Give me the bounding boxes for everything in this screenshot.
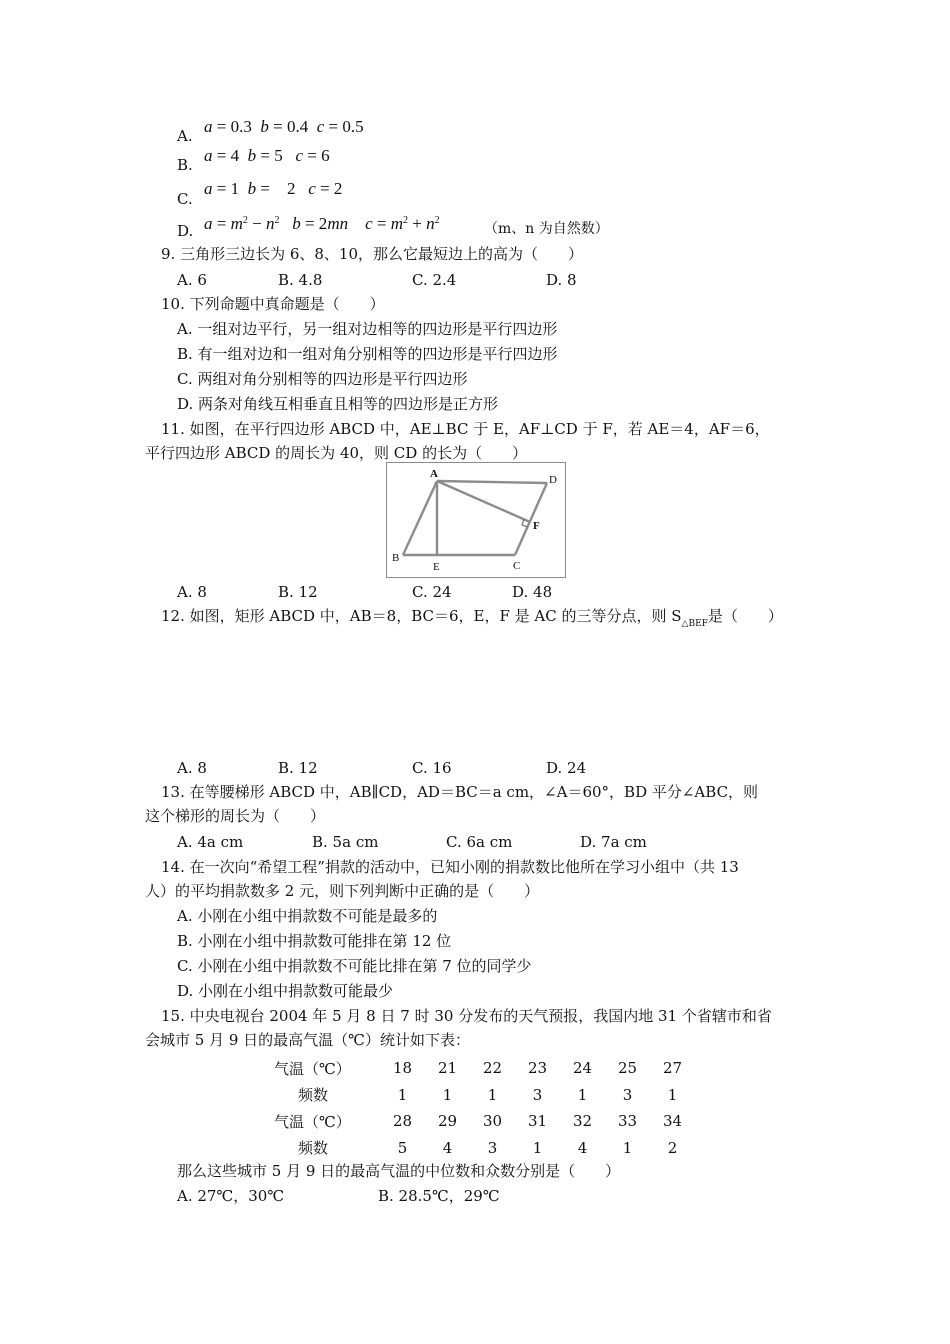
q8-option-b-formula: a = 4 b = 5 c = 6 [204,146,330,165]
q14-stem-line1: 14. 在一次向“希望工程”捐款的活动中，已知小刚的捐款数比他所在学习小组中（共 13 [161,858,739,876]
table-cell: 3 [622,1085,633,1104]
table-cell: 1 [532,1138,543,1157]
q14-option-d: D. 小刚在小组中捐款数可能最少 [177,982,394,1000]
table-row [268,1108,695,1135]
segment-dc [515,483,547,555]
q13-stem-line1: 13. 在等腰梯形 ABCD 中，AB∥CD，AD＝BC＝a cm，∠A＝60°，BD 平分∠ABC，则 [161,783,759,801]
q11-option-a: A. 8 [177,583,207,601]
table-cell: 33 [617,1112,638,1131]
table-cell: 5 [397,1138,408,1157]
table-cell: 2 [667,1138,678,1157]
q8-option-a-formula: a = 0.3 b = 0.4 c = 0.5 [204,117,364,136]
table-cell: 1 [577,1085,588,1104]
table-cell: 21 [437,1059,458,1078]
table-row [268,1055,695,1082]
q8-option-d-formula: $a = m^2 - n^2$ b = 2mn $c = m^2 + n^2$ [204,214,440,233]
q12-option-b: B. 12 [278,759,318,777]
table-cell: 28 [392,1112,413,1131]
label-f: F [533,520,540,532]
table-cell: 3 [487,1138,498,1157]
table-cell: 25 [617,1059,638,1078]
q15-stem-line1: 15. 中央电视台 2004 年 5 月 8 日 7 时 30 分发布的天气预报，我国内地 31 个省辖市和省 [161,1007,772,1025]
table-cell: 27 [662,1059,683,1078]
q9-option-b: B. 4.8 [278,271,323,289]
q10-option-a: A. 一组对边平行，另一组对边相等的四边形是平行四边形 [177,320,558,338]
q15-option-b: B. 28.5℃，29℃ [378,1187,500,1205]
q9-option-d: D. 8 [546,271,577,289]
q9-option-a: A. 6 [177,271,207,289]
label-a: A [430,468,438,480]
q12-option-d: D. 24 [546,759,587,777]
q15-option-a: A. 27℃，30℃ [177,1187,285,1205]
segment-ba [403,481,437,555]
table-cell: 31 [527,1112,548,1131]
table-cell: 3 [532,1085,543,1104]
segment-af [437,481,530,522]
table-cell: 18 [392,1059,413,1078]
q11-option-d: D. 48 [512,583,553,601]
q15-question: 那么这些城市 5 月 9 日的最高气温的中位数和众数分别是（ ） [177,1162,621,1180]
table-cell: 32 [572,1112,593,1131]
q14-stem-line2: 人）的平均捐款数多 2 元，则下列判断中正确的是（ ） [145,882,540,900]
q8-option-d-note: （m、n 为自然数） [484,221,609,237]
row-label: 频数 [298,1086,329,1105]
parallelogram-diagram [387,463,565,577]
table-cell: 30 [482,1112,503,1131]
table-cell: 4 [442,1138,453,1157]
q12-option-a: A. 8 [177,759,207,777]
row-label: 频数 [298,1139,329,1158]
q10-stem: 10. 下列命题中真命题是（ ） [161,295,385,313]
q12-stem: 12. 如图，矩形 ABCD 中，AB＝8，BC＝6，E，F 是 AC 的三等分点，则 $S_{\triangle BEF}$是（ ） [161,607,783,629]
table-cell: 1 [667,1085,678,1104]
q13-option-d: D. 7a cm [580,833,647,851]
q13-option-c: C. 6a cm [446,833,513,851]
table-cell: 24 [572,1059,593,1078]
label-b: B [392,552,400,564]
q9-option-c: C. 2.4 [412,271,457,289]
table-cell: 1 [442,1085,453,1104]
q14-option-b: B. 小刚在小组中捐款数可能排在第 12 位 [177,932,452,950]
q8-option-c-letter: C. [177,190,193,208]
q8-option-d-letter: D. [177,222,194,240]
q14-option-c: C. 小刚在小组中捐款数不可能比排在第 7 位的同学少 [177,957,532,975]
q8-option-b-letter: B. [177,156,193,174]
q11-stem-line2: 平行四边形 ABCD 的周长为 40，则 CD 的长为（ ） [145,444,528,462]
table-row [268,1135,695,1162]
label-d: D [549,474,557,486]
q13-option-b: B. 5a cm [312,833,379,851]
label-e: E [433,561,440,573]
q11-option-c: C. 24 [412,583,452,601]
row-label: 气温（℃） [274,1112,351,1131]
segment-ad [437,481,547,483]
table-cell: 22 [482,1059,503,1078]
q13-stem-line2: 这个梯形的周长为（ ） [145,807,326,825]
q15-stem-line2: 会城市 5 月 9 日的最高气温（℃）统计如下表： [145,1031,470,1049]
q10-option-d: D. 两条对角线互相垂直且相等的四边形是正方形 [177,395,499,413]
table-cell: 29 [437,1112,458,1131]
q10-option-b: B. 有一组对边和一组对角分别相等的四边形是平行四边形 [177,345,558,363]
q8-option-c-formula: a = 1 b = 2 c = 2 [204,179,343,198]
table-cell: 23 [527,1059,548,1078]
table-cell: 1 [397,1085,408,1104]
q10-option-c: C. 两组对角分别相等的四边形是平行四边形 [177,370,468,388]
table-row [268,1082,695,1109]
table-cell: 34 [662,1112,683,1131]
table-cell: 4 [577,1138,588,1157]
q12-option-c: C. 16 [412,759,452,777]
q11-figure [386,462,566,578]
q14-option-a: A. 小刚在小组中捐款数不可能是最多的 [177,907,438,925]
table-cell: 1 [487,1085,498,1104]
q9-stem: 9. 三角形三边长为 6、8、10，那么它最短边上的高为（ ） [161,245,584,263]
row-label: 气温（℃） [274,1059,351,1078]
temperature-frequency-table [268,1055,695,1161]
table-cell: 1 [622,1138,633,1157]
q11-option-b: B. 12 [278,583,318,601]
label-c: C [513,560,521,572]
q11-stem-line1: 11. 如图，在平行四边形 ABCD 中，AE⊥BC 于 E，AF⊥CD 于 F，若 AE＝4，AF＝6， [161,420,770,438]
q8-option-a-letter: A. [177,127,193,145]
q13-option-a: A. 4a cm [177,833,244,851]
